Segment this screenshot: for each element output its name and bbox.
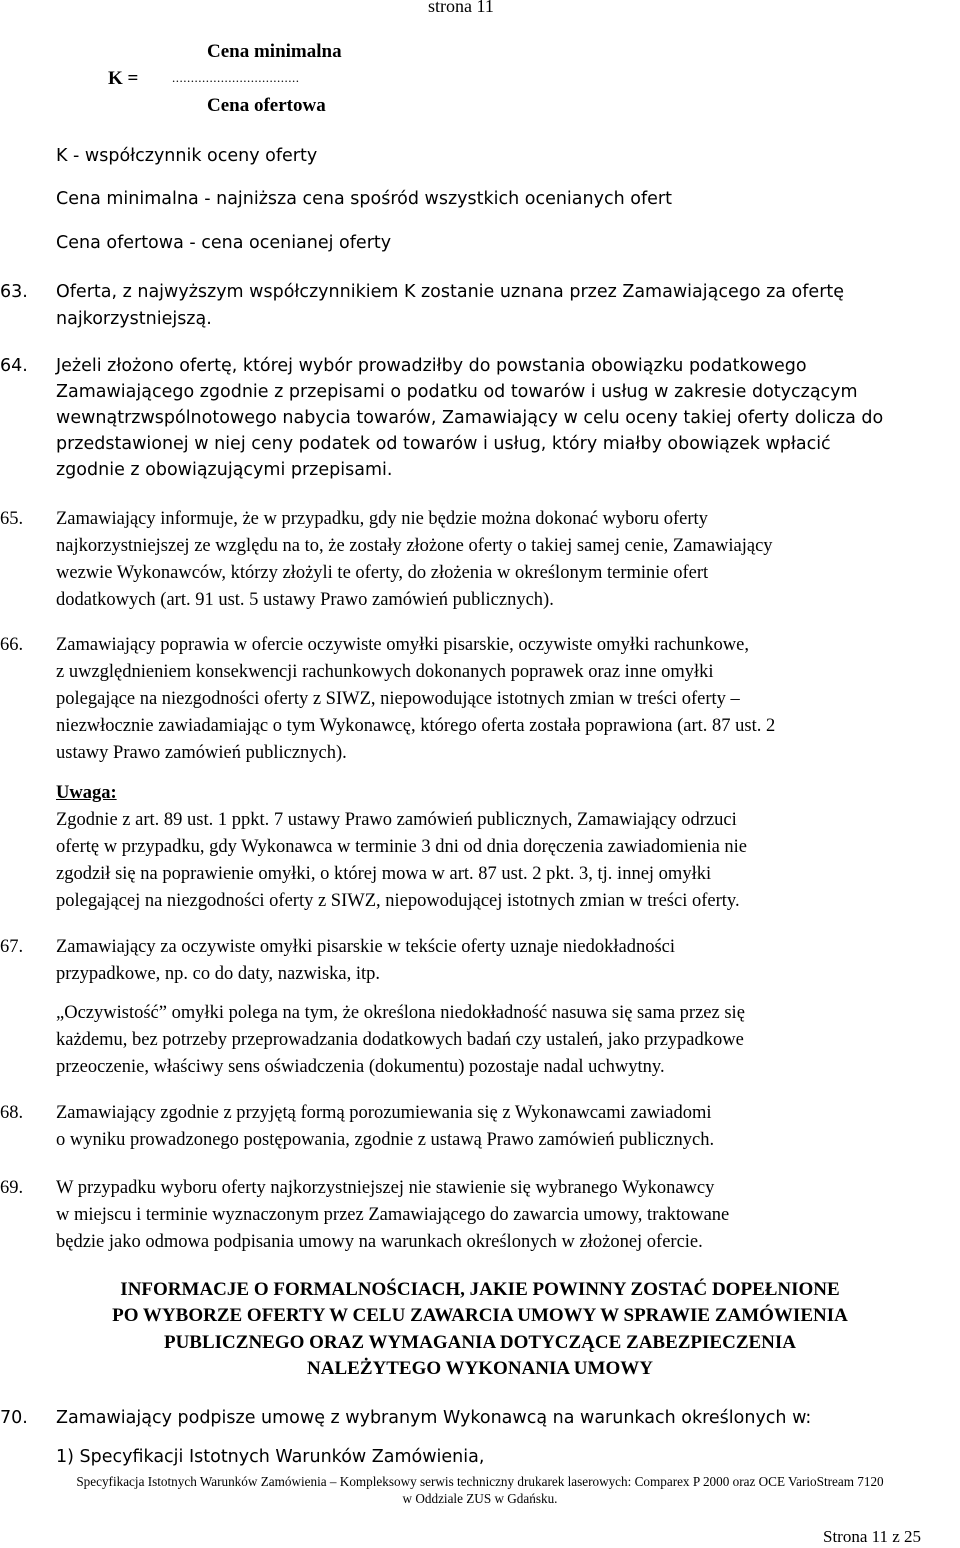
quote-line: przeoczenie, właściwy sens oświadczenia (dokumentu) pozostaje nadal uchwytny.	[56, 1057, 665, 1077]
note-line: zgodził się na poprawienie omyłki, o której mowa w art. 87 ust. 2 pkt. 3, tj. innej omyłki	[56, 864, 712, 884]
note-line: polegającej na niezgodności oferty z SIWZ, niepowodującej istotnych zmian w treści oferty.	[56, 891, 740, 911]
item-number: 68.	[0, 1103, 24, 1123]
item-line: Zamawiający zgodnie z przyjętą formą porozumiewania się z Wykonawcami zawiadomi	[56, 1103, 712, 1123]
item-line: przedstawionej w niej ceny podatek od towarów i usług, który miałby obowiązek wpłacić	[56, 434, 831, 454]
item-number: 63.	[0, 282, 28, 302]
item-line: wezwie Wykonawców, którzy złożyli te oferty, do złożenia w określonym terminie ofert	[56, 563, 709, 583]
note-line: ofertę w przypadku, gdy Wykonawca w terminie 3 dni od dnia doręczenia zawiadomienia nie	[56, 837, 748, 857]
item-line: Jeżeli złożono ofertę, której wybór prowadziłby do powstania obowiązku podatkowego	[56, 356, 807, 376]
item-number: 66.	[0, 635, 24, 655]
item-line: Zamawiający podpisze umowę z wybranym Wykonawcą na warunkach określonych w:	[56, 1408, 812, 1428]
item-line: najkorzystniejszą.	[56, 309, 212, 329]
item-line: Oferta, z najwyższym współczynnikiem K zostanie uznana przez Zamawiającego za ofertę	[56, 282, 845, 302]
item-line: polegające na niezgodności oferty z SIWZ, niepowodujące istotnych zmian w treści oferty –	[56, 689, 740, 709]
item-line: wewnątrzwspólnotowego nabycia towarów, Zamawiający w celu oceny takiej oferty dolicza do	[56, 408, 884, 428]
item-number: 64.	[0, 356, 28, 376]
item-line: o wyniku prowadzonego postępowania, zgodnie z ustawą Prawo zamówień publicznych.	[56, 1130, 715, 1150]
definition-offer-price: Cena ofertowa - cena ocenianej oferty	[56, 233, 392, 253]
item-line: zgodnie z obowiązującymi przepisami.	[56, 460, 393, 480]
note-line: Zgodnie z art. 89 ust. 1 ppkt. 7 ustawy Prawo zamówień publicznych, Zamawiający odrzuci	[56, 810, 737, 830]
item-line: niezwłocznie zawiadamiając o tym Wykonawcę, którego oferta została poprawiona (art. 87 ust. 2	[56, 716, 776, 736]
item-line: W przypadku wyboru oferty najkorzystniejszej nie stawienie się wybranego Wykonawcy	[56, 1178, 715, 1198]
quote-line: „Oczywistość” omyłki polega na tym, że określona niedokładność nasuwa się sama przez się	[56, 1003, 745, 1023]
footer-line: Specyfikacja Istotnych Warunków Zamówienia – Kompleksowy serwis techniczny drukarek laserowych: Comparex P 2000 oraz OCE VarioStream 7120	[76, 1474, 884, 1489]
item-line: w miejscu i terminie wyznaczonym przez Zamawiającego do zawarcia umowy, traktowane	[56, 1205, 730, 1225]
page-number: Strona 11 z 25	[823, 1527, 922, 1546]
section-heading-line: PO WYBORZE OFERTY W CELU ZAWARCIA UMOWY W SPRAWIE ZAMÓWIENIA	[112, 1305, 848, 1326]
item-line: najkorzystniejszej ze względu na to, że zostały złożone oferty o takiej samej cenie, Zamawiający	[56, 536, 773, 556]
subitem: 1) Specyfikacji Istotnych Warunków Zamówienia,	[56, 1447, 485, 1467]
item-line: ustawy Prawo zamówień publicznych).	[56, 743, 347, 763]
item-line: Zamawiającego zgodnie z przepisami o podatku od towarów i usług w zakresie dotyczącym	[56, 382, 858, 402]
item-line: z uwzględnieniem konsekwencji rachunkowych dokonanych poprawek oraz inne omyłki	[56, 662, 714, 682]
item-line: dodatkowych (art. 91 ust. 5 ustawy Prawo zamówień publicznych).	[56, 590, 554, 610]
definition-min-price: Cena minimalna - najniższa cena spośród wszystkich ocenianych ofert	[56, 189, 672, 209]
formula-denominator: Cena ofertowa	[207, 95, 326, 116]
item-line: przypadkowe, np. co do daty, nazwiska, itp.	[56, 964, 381, 984]
section-heading-line: INFORMACJE O FORMALNOŚCIACH, JAKIE POWINNY ZOSTAĆ DOPEŁNIONE	[120, 1279, 840, 1300]
page-header: strona 11	[428, 0, 494, 16]
item-line: Zamawiający poprawia w ofercie oczywiste omyłki pisarskie, oczywiste omyłki rachunkowe,	[56, 635, 750, 655]
item-number: 69.	[0, 1178, 24, 1198]
definition-k: K - współczynnik oceny oferty	[56, 146, 318, 166]
item-line: Zamawiający za oczywiste omyłki pisarskie w tekście oferty uznaje niedokładności	[56, 937, 676, 957]
item-number: 67.	[0, 937, 24, 957]
section-heading-line: NALEŻYTEGO WYKONANIA UMOWY	[307, 1358, 653, 1379]
formula-fraction-line: ..................................	[172, 70, 300, 85]
formula-lhs: K =	[108, 68, 139, 89]
item-number: 65.	[0, 509, 24, 529]
formula-numerator: Cena minimalna	[207, 41, 342, 62]
quote-line: każdemu, bez potrzeby przeprowadzania dodatkowych badań czy ustaleń, jako przypadkowe	[56, 1030, 744, 1050]
note-title: Uwaga:	[56, 783, 117, 803]
section-heading-line: PUBLICZNEGO ORAZ WYMAGANIA DOTYCZĄCE ZABEZPIECZENIA	[163, 1332, 797, 1353]
item-line: Zamawiający informuje, że w przypadku, gdy nie będzie można dokonać wyboru oferty	[56, 509, 708, 529]
footer-line: w Oddziale ZUS w Gdańsku.	[402, 1491, 558, 1506]
item-number: 70.	[0, 1408, 28, 1428]
item-line: będzie jako odmowa podpisania umowy na warunkach określonych w złożonej ofercie.	[56, 1232, 703, 1252]
